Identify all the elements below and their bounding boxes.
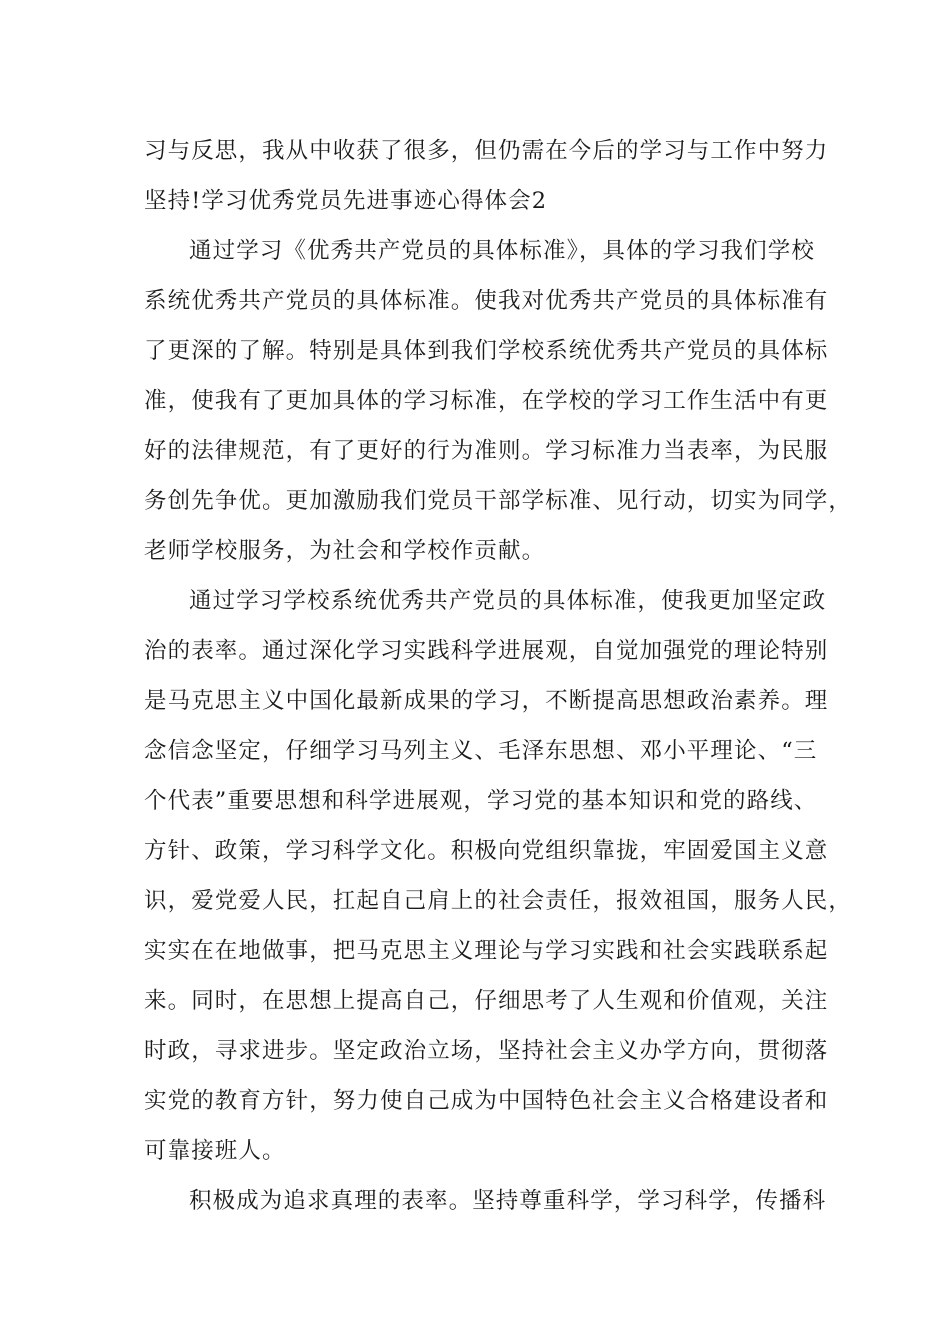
text-line: 务创先争优。更加激励我们党员干部学标准、见行动，切实为同学， [144,488,853,514]
text-line: 是马克思主义中国化最新成果的学习，不断提高思想政治素养。理 [144,688,829,714]
paragraph-first-line: 通过学习《优秀共产党员的具体标准》，具体的学习我们学校 [189,238,815,264]
text-line: 了更深的了解。特别是具体到我们学校系统优秀共产党员的具体标 [144,338,829,364]
text-line: 坚持!学习优秀党员先进事迹心得体会2 [144,188,548,214]
text-line: 实党的教育方针，努力使自己成为中国特色社会主义合格建设者和 [144,1088,829,1114]
text-line: 好的法律规范，有了更好的行为准则。学习标准力当表率，为民服 [144,438,829,464]
text-line: 准，使我有了更加具体的学习标准，在学校的学习工作生活中有更 [144,388,829,414]
paragraph-first-line: 积极成为追求真理的表率。坚持尊重科学，学习科学，传播科 [189,1188,827,1214]
text-line: 方针、政策，学习科学文化。积极向党组织靠拢，牢固爱国主义意 [144,838,829,864]
text-line: 系统优秀共产党员的具体标准。使我对优秀共产党员的具体标准有 [144,288,829,314]
text-line: 老师学校服务，为社会和学校作贡献。 [144,538,546,564]
text-line: 可靠接班人。 [144,1138,286,1164]
text-line: 来。同时，在思想上提高自己，仔细思考了人生观和价值观，关注 [144,988,829,1014]
text-line: 个代表”重要思想和科学进展观，学习党的基本知识和党的路线、 [144,788,818,814]
paragraph-first-line: 通过学习学校系统优秀共产党员的具体标准，使我更加坚定政 [189,588,827,614]
text-line: 时政，寻求进步。坚定政治立场，坚持社会主义办学方向，贯彻落 [144,1038,829,1064]
text-line: 实实在在地做事，把马克思主义理论与学习实践和社会实践联系起 [144,938,829,964]
text-line: 念信念坚定，仔细学习马列主义、毛泽东思想、邓小平理论、“三 [144,738,818,764]
text-line: 治的表率。通过深化学习实践科学进展观，自觉加强党的理论特别 [144,638,829,664]
text-line: 识，爱党爱人民，扛起自己肩上的社会责任，报效祖国，服务人民， [144,888,853,914]
text-line: 习与反思，我从中收获了很多，但仍需在今后的学习与工作中努力 [144,138,829,164]
